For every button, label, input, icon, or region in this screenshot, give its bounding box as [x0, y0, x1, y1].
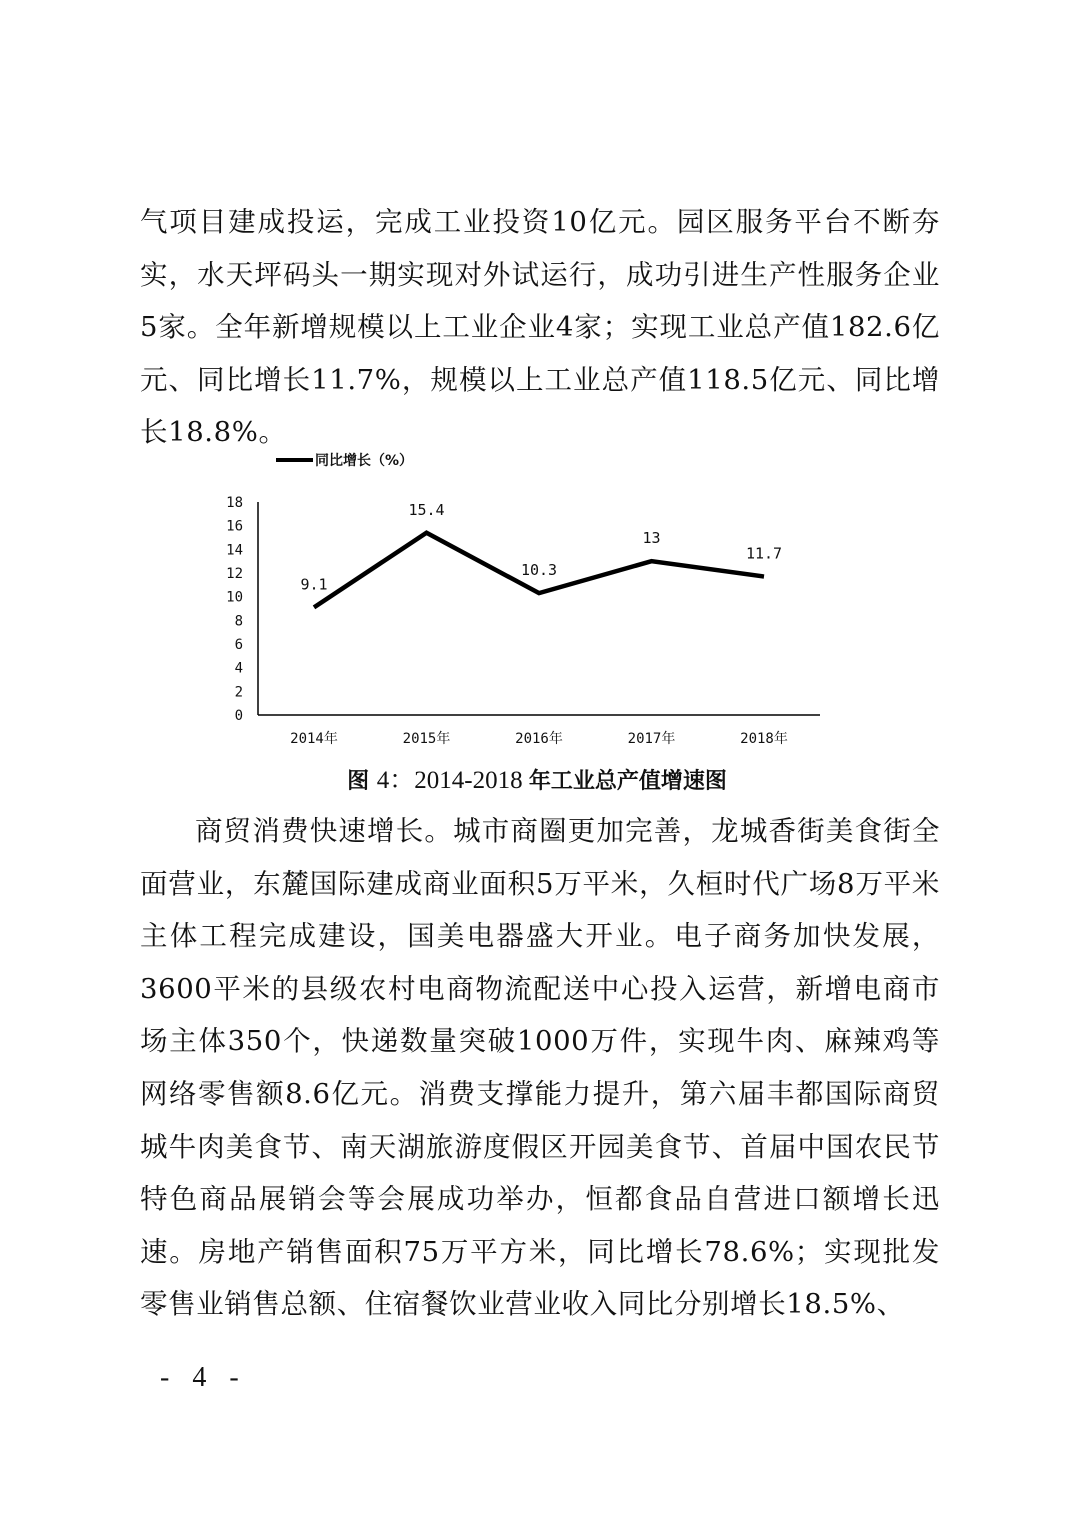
paragraph-industrial-output: 气项目建成投运，完成工业投资10亿元。园区服务平台不断夯实，水天坪码头一期实现对外试运行，成功引进生产性服务企业5家。全年新增规模以上工业企业4家；实现工业总产值182.6亿元、同比增长11.7%，规模以上工业总产值118.5亿元、同比增长18.8%。 [140, 206, 940, 449]
data-label: 11.7 [745, 544, 783, 563]
y-tick-label: 18 [226, 495, 243, 511]
figure-caption-number: 4：2014-2018 [376, 767, 529, 794]
x-tick-label: 2016年 [515, 731, 563, 747]
x-tick-label: 2017年 [627, 731, 676, 747]
y-tick-label: 12 [226, 566, 243, 582]
y-tick-label: 2 [234, 684, 243, 701]
data-label: 9.1 [300, 575, 328, 594]
x-tick-label: 2014年 [290, 731, 338, 747]
y-tick-label: 4 [234, 660, 243, 677]
y-tick-label: 6 [234, 637, 243, 653]
page-number: - 4 - [160, 1362, 247, 1393]
growth-rate-line-chart [0, 440, 1074, 760]
x-tick-label: 2015年 [402, 731, 451, 747]
y-tick-label: 14 [226, 542, 243, 559]
figure-caption-title: 年工业总产值增速图 [528, 769, 727, 794]
y-tick-label: 0 [234, 708, 243, 724]
y-tick-label: 16 [226, 518, 243, 535]
x-tick-labels [290, 730, 788, 747]
chart-canvas [0, 440, 1074, 760]
paragraph-commerce-consumption: 商贸消费快速增长。城市商圈更加完善，龙城香街美食街全面营业，东麓国际建成商业面积5万平米，久桓时代广场8万平米主体工程完成建设，国美电器盛大开业。电子商务加快发展，3600平米的县级农村电商物流配送中心投入运营，新增电商市场主体350个，快递数量突破1000万件，实现牛肉、麻辣鸡等网络零售额8.6亿元。消费支撑能力提升，第六届丰都国际商贸城牛肉美食节、南天湖旅游度假区开园美食节、首届中国农民节特色商品展销会等会展成功举办，恒都食品自营进口额增长迅速。房地产销售面积75万平方米，同比增长78.6%；实现批发零售业销售总额、住宿餐饮业营业收入同比分别增长18.5%、 [140, 815, 940, 1321]
legend-label: 同比增长（%） [315, 453, 414, 469]
chart-legend [276, 452, 413, 469]
figure-caption-prefix: 图 [347, 769, 377, 794]
data-label: 15.4 [408, 500, 445, 519]
y-tick-label: 8 [234, 613, 243, 630]
data-label: 10.3 [520, 561, 558, 580]
y-tick-labels [226, 495, 243, 724]
figure-caption [0, 760, 1074, 796]
y-tick-label: 10 [226, 589, 243, 606]
x-tick-label: 2018年 [740, 731, 788, 747]
data-label: 13 [642, 529, 661, 548]
